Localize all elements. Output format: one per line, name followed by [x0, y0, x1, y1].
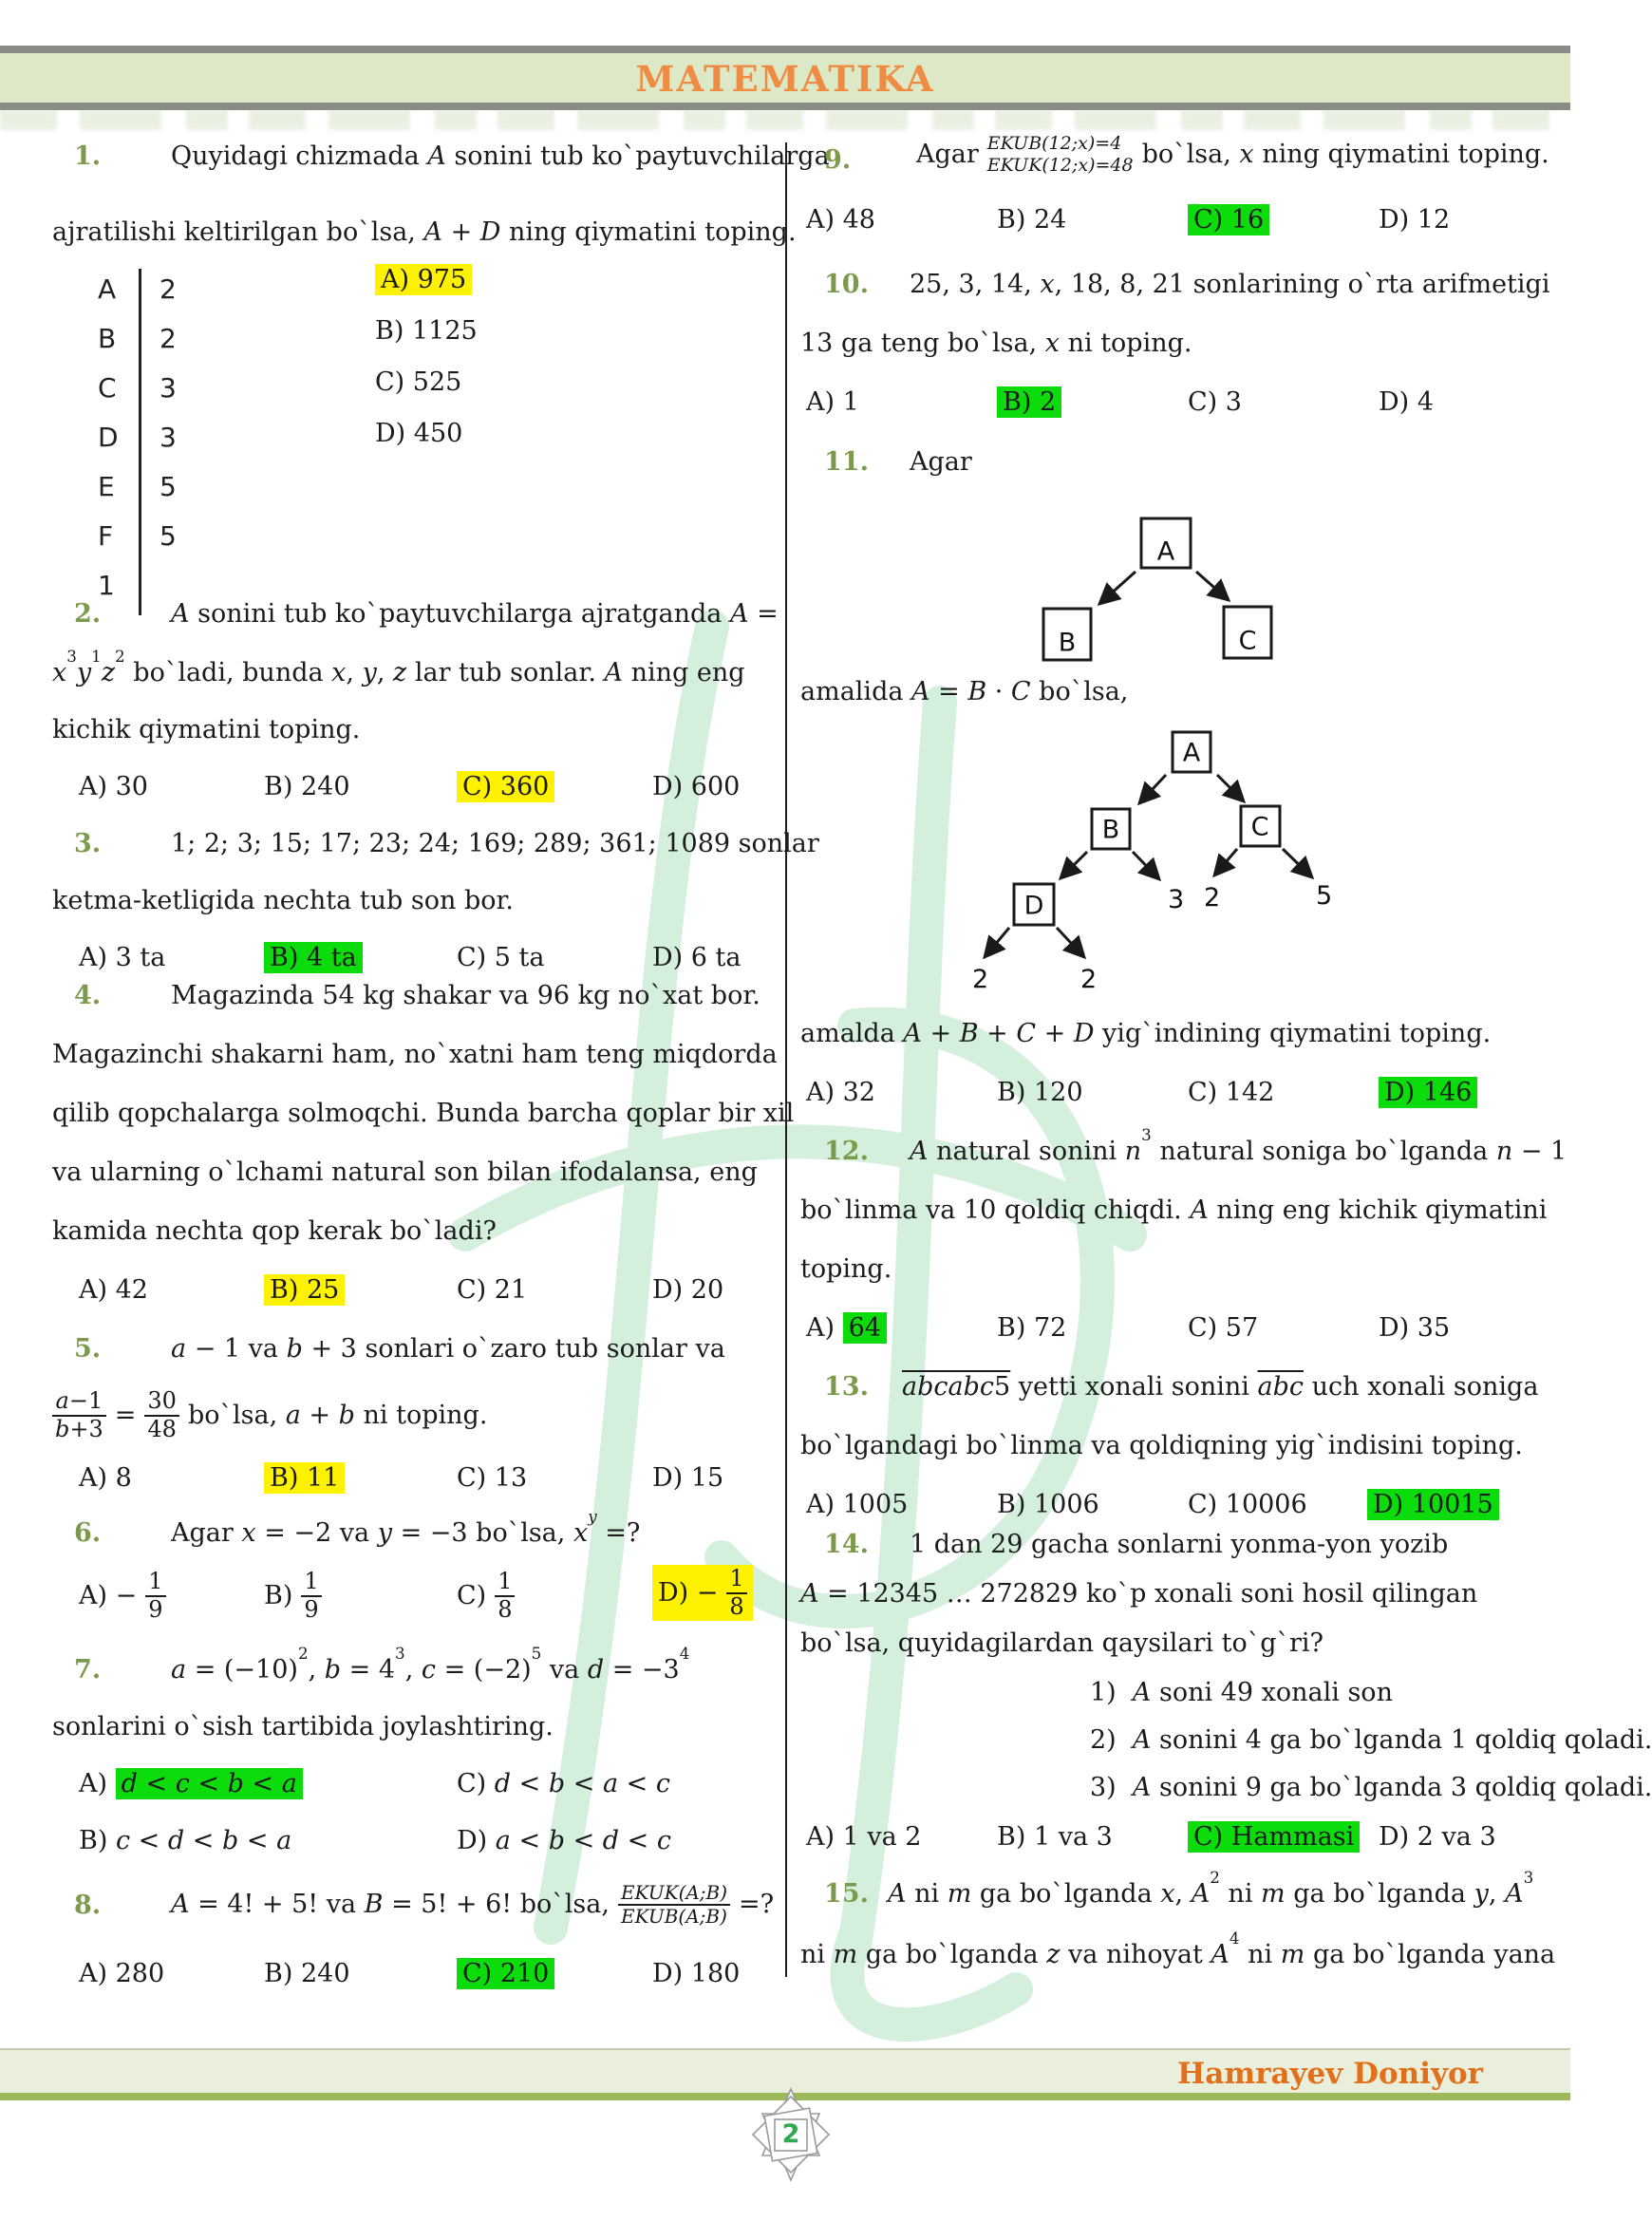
q5-frac2-den: 48 — [147, 1415, 177, 1442]
q5-line-rest: bo`lsa, a + b ni toping. — [187, 1400, 488, 1430]
q5-answer-highlight: B) 11 — [264, 1462, 345, 1494]
q10-option-b — [997, 386, 1061, 419]
den: EKUB(A;B) — [621, 1905, 727, 1928]
q14-option-d: D) 2 va 3 — [1379, 1822, 1496, 1852]
q13-option-d — [1367, 1489, 1499, 1521]
q2-option-a: A) 30 — [79, 772, 148, 801]
q1-answer-highlight: A) 975 — [375, 264, 472, 295]
q6-option-b — [264, 1569, 322, 1623]
q14-answer-highlight: C) Hammasi — [1188, 1821, 1360, 1853]
q4-option-c: C) 21 — [457, 1275, 528, 1305]
q2-line-3: kichik qiymatini toping. — [52, 715, 361, 744]
label: A) — [79, 1769, 108, 1798]
ladder-letter: 1 — [98, 570, 115, 601]
q4-line-2: Magazinchi shakarni ham, no`xatni ham teng miqdorda — [52, 1040, 778, 1069]
q12-line-2: bo`linma va 10 qoldiq chiqdi. A ning eng kichik qiymatini — [800, 1195, 1548, 1225]
den: 9 — [148, 1595, 163, 1623]
q6-opt-b-label: B) — [264, 1580, 293, 1610]
q15-number: 15. — [824, 1879, 869, 1909]
value: c < d < b < a — [115, 1826, 292, 1855]
q9-option-c — [1188, 204, 1269, 236]
column-divider — [785, 142, 787, 1977]
q14-option-a: A) 1 va 2 — [806, 1822, 922, 1852]
q7-line-2: sonlarini o`sish tartibida joylashtiring. — [52, 1712, 554, 1741]
tree2-leaf-2: 2 — [1204, 883, 1221, 913]
q2-answer-highlight: C) 360 — [457, 771, 554, 802]
q2-option-c — [457, 771, 554, 803]
q5-option-b — [264, 1462, 345, 1495]
page-number-emblem — [743, 2085, 838, 2184]
q7-option-a — [79, 1768, 303, 1800]
q1-option-b: B) 1125 — [375, 316, 478, 346]
q6-answer-highlight — [652, 1565, 753, 1621]
q6-opt-a-frac — [145, 1569, 165, 1623]
q4-number: 4. — [74, 981, 102, 1010]
num: 1 — [495, 1569, 515, 1597]
q14-item-3: 3) A sonini 9 ga bo`lganda 3 qoldiq qoladi. — [1090, 1773, 1652, 1802]
q2-number: 2. — [74, 599, 102, 629]
den: 8 — [729, 1592, 744, 1620]
q14-item-1: 1) A soni 49 xonali son — [1090, 1678, 1393, 1707]
q3-option-a: A) 3 ta — [79, 943, 166, 972]
page-number: 2 — [781, 2119, 800, 2149]
den: 9 — [304, 1595, 319, 1623]
q6-opt-d-label: D) − — [658, 1577, 719, 1608]
q11-lead: Agar — [910, 447, 972, 477]
q8-equals: =? — [739, 1890, 775, 1919]
value: a < b < d < c — [495, 1826, 671, 1855]
ladder-letter: D — [98, 422, 119, 453]
q12-option-d: D) 35 — [1379, 1313, 1451, 1343]
q6-option-d — [652, 1565, 753, 1621]
q8-fraction — [618, 1882, 730, 1928]
q6-opt-b-frac — [301, 1569, 321, 1623]
tree1-node-a: A — [1156, 536, 1175, 567]
q3-line-1: 1; 2; 3; 15; 17; 23; 24; 169; 289; 361; 1089 sonlar — [171, 829, 819, 858]
den: 8 — [497, 1595, 513, 1623]
tree2-node-d: D — [1023, 891, 1044, 921]
q15-line-1: A ni m ga bo`lganda x, $A^2$ ni m ga bo`lganda y, $A^3$ — [888, 1867, 1534, 1909]
label: A) — [806, 1313, 835, 1343]
q10-option-a: A) 1 — [806, 387, 859, 417]
q5-line-1: a − 1 va b + 3 sonlari o`zaro tub sonlar va — [171, 1334, 725, 1364]
q12-option-a — [806, 1312, 887, 1345]
label: B) — [79, 1826, 108, 1855]
q4-line-3: qilib qopchalarga solmoqchi. Bunda barcha qoplar bir xil — [52, 1099, 795, 1128]
q12-line-3: toping. — [800, 1254, 892, 1284]
label: D) — [457, 1826, 488, 1855]
q6-opt-d-frac — [726, 1566, 746, 1620]
q8-option-c — [457, 1958, 554, 1990]
q10-line-2: 13 ga teng bo`lsa, x ni toping. — [800, 329, 1192, 358]
q4-option-b — [264, 1274, 345, 1307]
q13-option-c: C) 10006 — [1188, 1490, 1307, 1519]
q8-option-a: A) 280 — [79, 1959, 165, 1988]
q14-option-c — [1188, 1821, 1360, 1854]
q5-frac1-den: b+3 — [55, 1415, 103, 1442]
q1-number: 1. — [74, 141, 102, 171]
header-top-bar — [0, 46, 1570, 53]
tree2-node-a: A — [1182, 738, 1201, 768]
q12-option-b: B) 72 — [997, 1313, 1067, 1343]
ladder-value: 5 — [160, 471, 177, 502]
q4-line-4: va ularning o`lchami natural son bilan ifodalansa, eng — [52, 1158, 758, 1187]
q11-tree-diagram-2 — [949, 718, 1367, 995]
q14-line-3: bo`lsa, quyidagilardan qaysilari to`g`ri? — [800, 1628, 1324, 1658]
ladder-value: 2 — [160, 273, 177, 305]
q14-line-1: 1 dan 29 gacha sonlarni yonma-yon yozib — [910, 1530, 1449, 1559]
q2-option-b: B) 240 — [264, 772, 350, 801]
q11-tree-diagram-1 — [1025, 501, 1291, 677]
q8-option-b: B) 240 — [264, 1959, 350, 1988]
q1-option-a — [375, 264, 472, 296]
q14-item-2: 2) A sonini 4 ga bo`lganda 1 qoldiq qoladi. — [1090, 1725, 1652, 1755]
q5-number: 5. — [74, 1334, 102, 1364]
tree2-leaf-5: 5 — [1316, 881, 1333, 911]
q3-number: 3. — [74, 829, 102, 858]
ladder-value: 3 — [160, 422, 177, 453]
tree2-node-b: B — [1101, 815, 1120, 845]
q9-line-1 — [916, 133, 1549, 177]
faded-watermark-stripe — [0, 109, 1570, 130]
num: EKUK(A;B) — [618, 1882, 730, 1906]
ladder-letter: E — [98, 471, 115, 502]
q6-option-c — [457, 1569, 515, 1623]
q11-answer-highlight: D) 146 — [1379, 1077, 1477, 1108]
q13-answer-highlight: D) 10015 — [1367, 1489, 1499, 1520]
ladder-letter: F — [98, 520, 114, 552]
q13-number: 13. — [824, 1372, 869, 1402]
q4-line-1: Magazinda 54 kg shakar va 96 kg no`xat bor. — [171, 981, 760, 1010]
q3-line-2: ketma-ketligida nechta tub son bor. — [52, 886, 515, 915]
q2-line-1: A sonini tub ko`paytuvchilarga ajratganda A = — [171, 599, 779, 629]
q9-ekuk: EKUK(12;x)=48 — [986, 154, 1134, 176]
q10-answer-highlight: B) 2 — [997, 386, 1061, 418]
q14-number: 14. — [824, 1530, 869, 1559]
q9-option-d: D) 12 — [1379, 205, 1451, 235]
tree2-leaf-2c: 2 — [1080, 965, 1098, 994]
q5-fraction-1 — [52, 1388, 106, 1442]
q9-system — [987, 133, 1134, 177]
q1-line-2: ajratilishi keltirilgan bo`lsa, A + D ning qiymatini toping. — [52, 217, 797, 247]
q9-rest: bo`lsa, x ning qiymatini toping. — [1141, 139, 1549, 169]
q7-number: 7. — [74, 1655, 102, 1685]
q10-option-c: C) 3 — [1188, 387, 1242, 417]
q3-option-d: D) 6 ta — [652, 943, 742, 972]
q11-option-b: B) 120 — [997, 1078, 1083, 1107]
q11-option-d — [1379, 1077, 1477, 1109]
label: C) — [457, 1769, 487, 1798]
q8-answer-highlight: C) 210 — [457, 1958, 554, 1989]
q14-line-2: A = 12345 … 272829 ko`p xonali soni hosil qilingan — [800, 1579, 1478, 1609]
num: 1 — [726, 1566, 746, 1594]
num: 1 — [301, 1569, 321, 1597]
ladder-vertical-line — [139, 269, 141, 615]
q14-option-b: B) 1 va 3 — [997, 1822, 1113, 1852]
q6-option-a — [79, 1569, 166, 1623]
q12-line-1: A natural sonini $n^3$ natural soniga bo`lganda n − 1 — [910, 1124, 1568, 1166]
q9-lead: Agar — [916, 139, 979, 169]
q7-line-1: $a = (-10)^2$, $b = 4^3$, $c = (-2)^5$ va $d = -3^4$ — [171, 1643, 690, 1685]
q9-answer-highlight: C) 16 — [1188, 204, 1269, 235]
q3-option-b — [264, 942, 363, 974]
q8-text: A = 4! + 5! va B = 5! + 6! bo`lsa, — [171, 1890, 610, 1919]
tree2-leaf-2b: 2 — [972, 965, 989, 994]
q6-number: 6. — [74, 1518, 102, 1548]
q5-fraction-line — [52, 1388, 487, 1442]
q11-mid-line: amalida A = B · C bo`lsa, — [800, 677, 1129, 706]
q9-option-a: A) 48 — [806, 205, 875, 235]
ladder-value: 2 — [160, 323, 177, 354]
q13-line-2: bo`lgandagi bo`linma va qoldiqning yig`indisini toping. — [800, 1431, 1523, 1460]
q5-option-a: A) 8 — [79, 1463, 132, 1493]
page-title: MATEMATIKA — [635, 58, 935, 100]
tree1-node-b: B — [1058, 628, 1077, 658]
tree2-leaf-3: 3 — [1168, 885, 1185, 914]
footer-author: Hamrayev Doniyor — [1176, 2057, 1483, 2091]
q5-equals: = — [114, 1400, 137, 1430]
q4-answer-highlight: B) 25 — [264, 1274, 345, 1306]
q11-number: 11. — [824, 447, 869, 477]
q5-frac2-num: 30 — [144, 1388, 179, 1417]
q8-number: 8. — [74, 1891, 102, 1920]
q6-opt-c-label: C) — [457, 1580, 487, 1610]
q13-line-1: abcabc5 yetti xonali sonini $\overline{abc}$ uch xonali soniga — [902, 1372, 1539, 1402]
num: 1 — [145, 1569, 165, 1597]
q3-option-c: C) 5 ta — [457, 943, 545, 972]
ladder-letter: C — [98, 372, 117, 404]
ladder-letter: B — [98, 323, 117, 354]
q9-ekub: EKUB(12;x)=4 — [986, 133, 1122, 154]
q9-number: 9. — [824, 145, 852, 175]
q12-option-c: C) 57 — [1188, 1313, 1259, 1343]
q5-option-c: C) 13 — [457, 1463, 528, 1493]
value: d < b < a < c — [494, 1769, 671, 1798]
ladder-value: 3 — [160, 372, 177, 404]
q9-option-b: B) 24 — [997, 205, 1067, 235]
q6-opt-a-label: A) − — [79, 1580, 138, 1610]
q12-answer-highlight: 64 — [843, 1312, 887, 1344]
q10-option-d: D) 4 — [1379, 387, 1434, 417]
q5-frac1-num: a−1 — [52, 1388, 106, 1417]
q12-number: 12. — [824, 1137, 869, 1166]
q7-option-b — [79, 1825, 291, 1857]
tree1-node-c: C — [1238, 626, 1257, 656]
q1-option-d: D) 450 — [375, 419, 463, 448]
q3-answer-highlight: B) 4 ta — [264, 942, 363, 973]
q4-option-d: D) 20 — [652, 1275, 724, 1305]
q1-line-1: Quyidagi chizmada A sonini tub ko`paytuvchilarga — [171, 141, 830, 171]
q5-fraction-2 — [144, 1388, 179, 1442]
q7-option-c — [457, 1768, 670, 1800]
q11-tail-line: amalda A + B + C + D yig`indining qiymatini toping. — [800, 1019, 1492, 1048]
q10-number: 10. — [824, 270, 869, 299]
q8-line-1 — [171, 1882, 774, 1928]
q2-option-d: D) 600 — [652, 772, 741, 801]
q5-option-d: D) 15 — [652, 1463, 724, 1493]
q13-option-b: B) 1006 — [997, 1490, 1099, 1519]
q6-line-1: Agar x = −2 va y = −3 bo`lsa, $x^y$ =? — [171, 1506, 641, 1548]
q1-option-c: C) 525 — [375, 367, 462, 397]
q13-option-a: A) 1005 — [806, 1490, 909, 1519]
ladder-value: 5 — [160, 520, 177, 552]
q4-line-5: kamida nechta qop kerak bo`ladi? — [52, 1216, 497, 1246]
q8-option-d: D) 180 — [652, 1959, 741, 1988]
q4-option-a: A) 42 — [79, 1275, 148, 1305]
q7-answer-highlight: d < c < b < a — [116, 1768, 303, 1799]
q10-line-1: 25, 3, 14, x, 18, 8, 21 sonlarining o`rta arifmetigi — [910, 270, 1550, 299]
q7-option-d — [457, 1825, 671, 1857]
q11-option-a: A) 32 — [806, 1078, 875, 1107]
q15-line-2: ni m ga bo`lganda z va nihoyat $A^4$ ni m ga bo`lganda yana — [800, 1928, 1556, 1969]
tree2-node-c: C — [1250, 812, 1269, 842]
q6-opt-c-frac — [495, 1569, 515, 1623]
q2-line-2: $x^3y^1z^2$ bo`ladi, bunda x, y, z lar tub sonlar. A ning eng — [52, 646, 745, 687]
q11-option-c: C) 142 — [1188, 1078, 1275, 1107]
ladder-letter: A — [98, 273, 117, 305]
